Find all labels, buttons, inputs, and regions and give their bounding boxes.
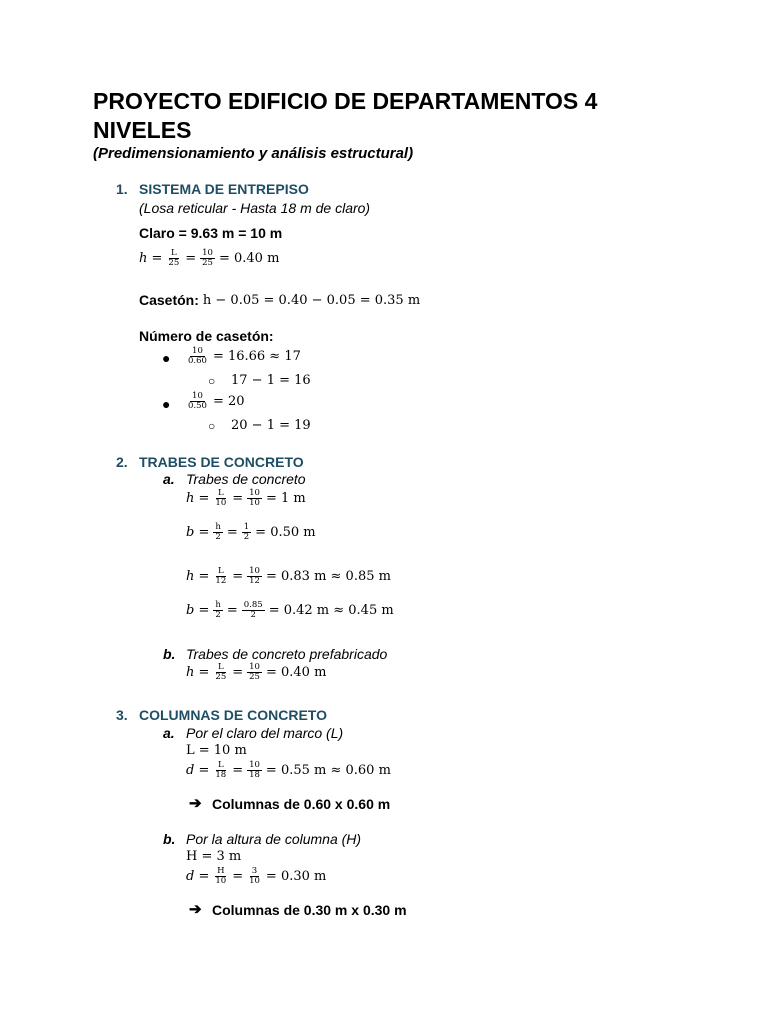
s1-h-formula: h = $\frac{L}{25}$ = $\frac{10}{25}$ = 0.40 m (139, 248, 280, 268)
section-3-title: COLUMNAS DE CONCRETO (139, 707, 327, 723)
subsection-label: Por la altura de columna (H) (186, 831, 362, 847)
document-title-line1: PROYECTO EDIFICIO DE DEPARTAMENTOS 4 (93, 88, 598, 114)
s2-formula-4: b = $\frac{h}{2}$ = $\frac{0.85}{2}$ = 0.42 m ≈ 0.45 m (186, 600, 394, 620)
s2-formula-5: h = $\frac{L}{25}$ = $\frac{10}{25}$ = 0.40 m (186, 662, 327, 682)
caseton-option-2: $\frac{10}{0.50}$ = 20 (188, 391, 245, 411)
section-2-number: 2. (116, 454, 128, 470)
section-2-title: TRABES DE CONCRETO (139, 454, 304, 470)
s2-formula-3: h = $\frac{L}{12}$ = $\frac{10}{12}$ = 0.83 m ≈ 0.85 m (186, 566, 391, 586)
document-subtitle: (Predimensionamiento y análisis estructural) (93, 145, 414, 162)
H-equation: H = 3 m (186, 849, 242, 864)
arrow-icon: ➔ (189, 795, 202, 812)
column-result-a: Columnas de 0.60 x 0.60 m (212, 796, 391, 812)
caseton-expression: h − 0.05 = 0.40 − 0.05 = 0.35 m (202, 292, 421, 308)
L-equation: L = 10 m (186, 743, 247, 758)
arrow-icon: ➔ (189, 901, 202, 918)
bullet-icon: ● (162, 350, 171, 366)
caseton-line (139, 292, 420, 308)
s2-formula-1: h = $\frac{L}{10}$ = $\frac{10}{10}$ = 1 m (186, 488, 306, 508)
s3-formula-1: d = $\frac{L}{18}$ = $\frac{10}{18}$ = 0.55 m ≈ 0.60 m (186, 760, 391, 780)
claro-value: Claro = 9.63 m = 10 m (139, 225, 283, 241)
circle-bullet-icon: ○ (208, 419, 216, 433)
section-1-note: (Losa reticular - Hasta 18 m de claro) (139, 200, 371, 216)
subsection-label: Por el claro del marco (L) (186, 725, 344, 741)
subsection-letter: a. (163, 725, 175, 741)
column-result-b: Columnas de 0.30 m x 0.30 m (212, 902, 407, 918)
circle-bullet-icon: ○ (208, 374, 216, 388)
subsection-letter: a. (163, 471, 175, 487)
caseton-option-1: $\frac{10}{0.60}$ = 16.66 ≈ 17 (188, 346, 301, 366)
document-title-line2: NIVELES (93, 117, 192, 143)
caseton-label: Casetón: (139, 292, 199, 308)
caseton-option-1-sub: 17 − 1 = 16 (231, 373, 311, 388)
section-1-number: 1. (116, 181, 128, 197)
subsection-letter: b. (163, 831, 176, 847)
s2-formula-2: b = $\frac{h}{2}$ = $\frac{1}{2}$ = 0.50 m (186, 522, 316, 542)
numero-caseton-label: Número de casetón: (139, 328, 274, 344)
caseton-option-2-sub: 20 − 1 = 19 (231, 418, 311, 433)
s3-formula-2: d = $\frac{H}{10}$ = $\frac{3}{10}$ = 0.30 m (186, 866, 327, 886)
subsection-label: Trabes de concreto (186, 471, 306, 487)
section-1-title: SISTEMA DE ENTREPISO (139, 181, 309, 197)
subsection-letter: b. (163, 646, 176, 662)
section-3-number: 3. (116, 707, 128, 723)
bullet-icon: ● (162, 396, 171, 412)
subsection-label: Trabes de concreto prefabricado (186, 646, 388, 662)
